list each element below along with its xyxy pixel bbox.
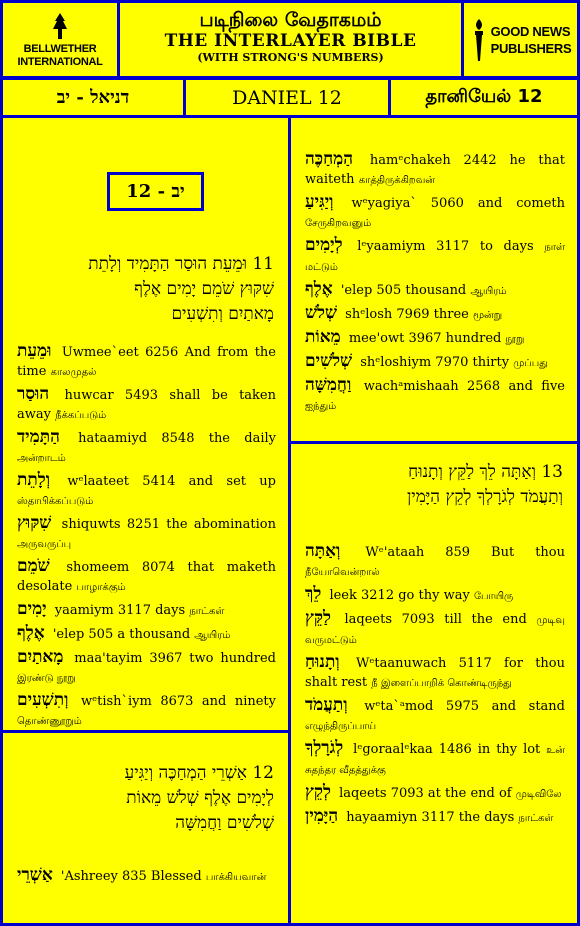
gloss-text: shiquwts 8251 the abomination [61,517,277,532]
right-panel-verse13 [291,444,577,923]
chapter-hebrew-label: דניאל - יב [56,87,130,108]
torch-logo-icon [470,17,488,63]
gloss-text: hayaamiyn 3117 the days [346,810,515,825]
title-english: THE INTERLAYER BIBLE [164,31,417,51]
tamil-gloss: முப்பது [513,358,548,369]
hebrew-word: מֵאוֹת [305,327,341,347]
gloss-text: hataamiyd 8548 the daily [78,431,276,446]
tamil-gloss: நூறு [505,334,525,345]
chapter-english-label: DANIEL 12 [232,86,342,109]
word-entry [291,376,577,416]
gloss-text: wᵉta`ᵃmod 5975 and stand [364,699,565,714]
left-logo [3,3,117,76]
hebrew-word: וְתַעֲמֹד [305,695,348,715]
tamil-gloss: பாக்கியவான் [205,872,267,883]
gloss-text: hamᵉchakeh 2442 he that waiteth [305,153,565,187]
left-logo-line1: BELLWETHER [23,42,97,55]
gloss-text: Uwmee`eet 6256 And from the time [17,345,276,379]
hebrew-word: שֹׁמֵם [17,556,50,576]
word-entry [3,342,288,382]
tamil-gloss: ஸ்தாபிக்கப்படும் [17,496,94,507]
hebrew-word: וַחֲמִשָּׁה [305,375,352,395]
tamil-gloss: நீ இளைப்பாறிக் கொண்டிருந்து [371,678,512,689]
verse12-heading-line: לְיָמִים אֶלֶף שְׁלֹשׁ מֵאוֹת [126,788,274,808]
tamil-gloss: அருவருப்பு [17,539,72,550]
tamil-gloss: நாள் மட்டும் [305,242,565,273]
hebrew-word: לְגֹרָלְךָ [305,738,344,758]
gloss-text: laqeets 7093 till the end [344,612,527,627]
tamil-gloss: நாட்கள் [189,606,225,617]
hebrew-word: שְׁלֹשׁ [305,303,338,323]
word-entry [291,193,577,233]
gloss-text: wᵉlaateet 5414 and set up [67,474,276,489]
tamil-gloss: தொண்ணூறும் [17,716,82,727]
word-entry [291,150,577,190]
word-entry [291,653,577,693]
word-entry [291,280,577,301]
chapter-hebrew [3,80,183,115]
right-logo-line2: PUBLISHERS [490,40,572,56]
word-entry [291,352,577,373]
gloss-text: 'elep 505 a thousand [52,627,191,642]
verse13-heading-line: וְתַעֲמֹד לְגֹרָלְךָ לְקֵץ הַיָּמִין [406,487,563,507]
tamil-gloss: மூன்று [472,310,503,321]
gloss-text: shᵉlosh 7969 three [345,307,469,322]
hebrew-word: אֶלֶף [305,279,333,299]
word-entry [3,385,288,425]
tamil-gloss: நீயோவென்றால் [305,567,380,578]
word-entry [291,542,577,582]
verse11-heading-line: 11 וּמֵעֵת הוּסַר הַתָּמִיד וְלָתֵת [88,254,274,274]
tamil-gloss: அன்றாடம் [17,453,66,464]
gloss-text: yaamiym 3117 days [54,603,186,618]
tamil-gloss: இரண்டு நூறு [17,673,76,684]
word-entry [3,648,288,688]
verse13-heading-line: 13 וְאַתָּה לֵךְ לַקֵּץ וְתָנוּחַ [408,462,563,482]
tamil-gloss: சேருகிறவனும் [305,218,372,229]
word-entry [291,739,577,780]
gloss-text: laqeets 7093 at the end of [339,786,512,801]
word-entry [291,609,577,650]
word-entry [3,866,288,887]
verse11-heading-line: מָאתַיִם וְתִשְׁעִים [171,304,274,324]
tamil-gloss: நீக்கப்படும் [55,410,107,421]
verse11-entries [3,342,288,734]
word-entry [291,328,577,349]
gloss-text: lᵉyaamiym 3117 to days [357,239,534,254]
chapter-tamil [391,80,577,115]
hebrew-word: לְקֵץ [305,782,331,802]
verse11-heading-line: שִׁקּוּץ שֹׁמֵם יָמִים אֶלֶף [134,279,274,299]
word-entry [291,783,577,804]
hebrew-word: וְאַתָּה [305,541,341,561]
chapter-tamil-label: தானியேல் 12 [425,86,543,107]
hebrew-word: לְיָמִים [305,235,343,255]
word-entry [3,557,288,597]
gloss-text: wᵉtish`iym 8673 and ninety [80,694,276,709]
tamil-gloss: எழுந்திருப்பாய் [305,721,377,732]
word-entry [3,471,288,511]
word-entry [291,236,577,277]
tamil-gloss: போயிரு [473,591,514,602]
hebrew-word: וְיַגִּיעַ [305,192,334,212]
gloss-text: leek 3212 go thy way [329,588,470,603]
word-entry [3,514,288,554]
hebrew-word: וּמֵעֵת [17,341,52,361]
chapter-english [186,80,388,115]
right-logo-line1: GOOD NEWS [490,23,571,39]
hebrew-word: לֵךְ [305,584,322,604]
hebrew-word: שִׁקּוּץ [17,513,52,533]
gloss-text: 'elep 505 thousand [340,283,467,298]
word-entry [3,600,288,621]
word-entry [291,585,577,606]
verse11-heading [3,252,288,327]
gloss-text: Wᵉ'ataah 859 But thou [365,545,565,560]
tamil-gloss: ஆயிரம் [470,286,507,297]
word-entry [291,304,577,325]
chapter-badge: 12 - יב [107,172,204,211]
hebrew-word: הַיָּמִין [305,806,339,826]
tamil-gloss: உன் சுதந்தர வீதத்துக்கு [305,745,565,776]
word-entry [291,807,577,828]
gloss-text: Wᵉtaanuwach 5117 for thou shalt rest [305,656,565,690]
title-tamil: படிநிலை வேதாகமம் [199,9,382,31]
tamil-gloss: முடிவிலே [515,789,562,800]
gloss-text: huwcar 5493 shall be taken away [17,388,276,422]
tamil-gloss: காலமுதல் [50,367,97,378]
title-block [120,3,461,76]
left-logo-line2: INTERNATIONAL [17,55,103,68]
title-subtitle: (WITH STRONG'S NUMBERS) [197,51,384,64]
gloss-text: wᵉyagiya` 5060 and cometh [351,196,565,211]
hebrew-word: לַקֵּץ [305,608,331,628]
verse12-heading-line: 12 אַשְׁרֵי הַמְחַכֶּה וְיַגִּיעַ [124,763,274,783]
gloss-text: 'Ashreey 835 Blessed [60,869,202,884]
tamil-gloss: ஆயிரம் [194,630,231,641]
hebrew-word: אַשְׁרֵי [17,865,53,885]
hebrew-word: הַתָּמִיד [17,427,60,447]
hebrew-word: וְתִשְׁעִים [17,690,69,710]
hebrew-word: אֶלֶף [17,623,45,643]
gloss-text: lᵉgoraalᵉkaa 1486 in thy lot [353,742,541,757]
right-panel-verse12 [291,118,577,441]
hebrew-word: יָמִים [17,599,47,619]
word-entry [3,428,288,468]
hebrew-word: הוּסַר [17,384,50,404]
hebrew-word: וְלָתֵת [17,470,51,490]
word-entry [3,691,288,731]
verse12-heading-line: שְׁלֹשִׁים וַחֲמִשָּׁה [175,813,274,833]
tamil-gloss: பாழாக்கும் [76,582,126,593]
right-logo [464,3,577,76]
gloss-text: mee'owt 3967 hundred [348,331,502,346]
hebrew-word: הַמְחַכֶּה [305,149,354,169]
bellwether-logo-icon [49,11,71,41]
gloss-text: maa'tayim 3967 two hundred [74,651,276,666]
gloss-text: shomeem 8074 that maketh desolate [17,560,276,594]
tamil-gloss: ஐந்தும் [305,401,337,412]
tamil-gloss: நாட்கள் [518,813,554,824]
hebrew-word: שְׁלֹשִׁים [305,351,353,371]
hebrew-word: מָאתַיִם [17,647,64,667]
gloss-text: wachᵃmishaah 2568 and five [363,379,565,394]
hebrew-word: וְתָנוּחַ [305,652,340,672]
tamil-gloss: முடிவு வருமட்டும் [305,615,565,646]
gloss-text: shᵉloshiym 7970 thirty [360,355,510,370]
word-entry [291,696,577,736]
tamil-gloss: காத்திருக்கிறவன் [358,175,435,186]
left-panel-verse12 [3,733,288,923]
word-entry [3,624,288,645]
